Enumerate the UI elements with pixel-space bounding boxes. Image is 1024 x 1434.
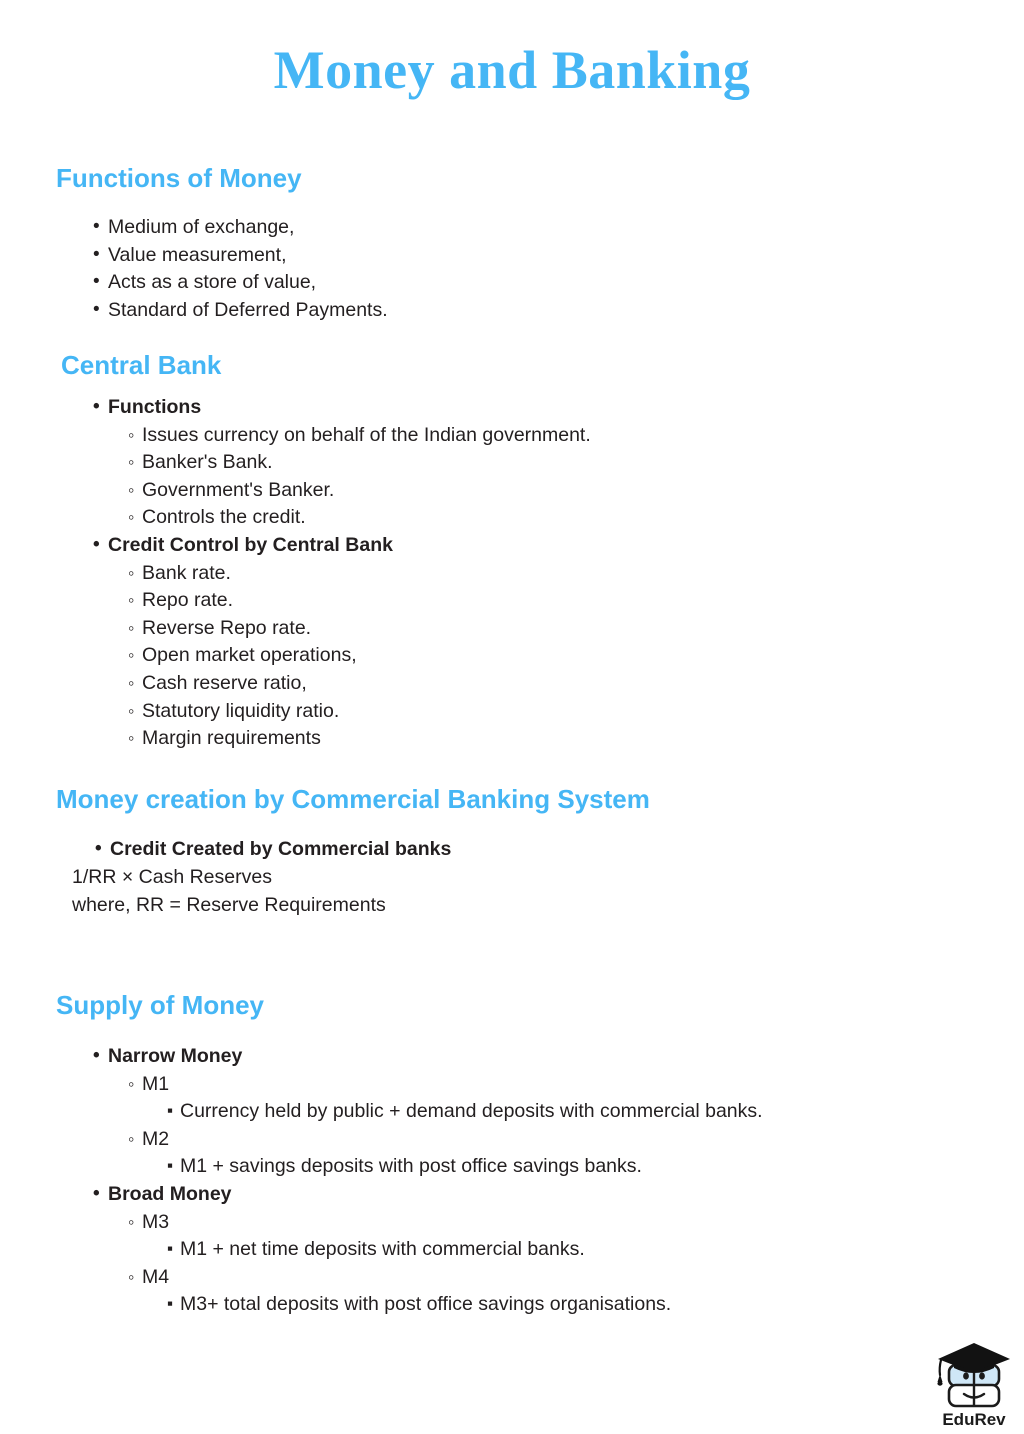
list-item-measure-name: ◦ M4 (128, 1264, 763, 1292)
list-item: ◦ Issues currency on behalf of the Indian government. (128, 422, 591, 450)
section-heading-functions-of-money: Functions of Money (56, 163, 302, 193)
list-item: ◦ Cash reserve ratio, (128, 670, 591, 698)
list-item: ◦ Reverse Repo rate. (128, 615, 591, 643)
section-heading-money-creation: Money creation by Commercial Banking System (56, 784, 650, 814)
list-item: ◦ Repo rate. (128, 587, 591, 615)
list-item-group-label: • Credit Created by Commercial banks (95, 836, 451, 864)
list-item: ◦ Government's Banker. (128, 477, 591, 505)
list-item-measure-name: ◦ M3 (128, 1209, 763, 1237)
list-item: • Acts as a store of value, (93, 269, 388, 297)
list-item: ◦ Statutory liquidity ratio. (128, 698, 591, 726)
list-item: • Standard of Deferred Payments. (93, 297, 388, 325)
list-item-measure-name: ◦ M1 (128, 1071, 763, 1099)
functions-of-money-list (93, 214, 388, 324)
section-heading-central-bank: Central Bank (61, 350, 222, 380)
section-heading-supply-of-money: Supply of Money (56, 990, 264, 1020)
supply-of-money-list (93, 1043, 763, 1319)
list-item-group-label: • Narrow Money (93, 1043, 763, 1071)
list-item: ◦ Margin requirements (128, 725, 591, 753)
credit-multiplier-formula: 1/RR × Cash Reserves (72, 866, 272, 888)
list-item-measure-detail: ▪ M1 + net time deposits with commercial banks. (167, 1236, 763, 1264)
list-item-group-label: • Broad Money (93, 1181, 763, 1209)
list-item: ◦ Bank rate. (128, 560, 591, 588)
list-item: • Medium of exchange, (93, 214, 388, 242)
list-item: ◦ Open market operations, (128, 642, 591, 670)
edurev-logo (928, 1337, 1020, 1429)
list-item-measure-detail: ▪ M3+ total deposits with post office savings organisations. (167, 1291, 763, 1319)
list-item-group-label: • Credit Control by Central Bank (93, 532, 591, 560)
list-item-measure-name: ◦ M2 (128, 1126, 763, 1154)
money-creation-list (95, 836, 451, 864)
central-bank-list (93, 394, 591, 753)
list-item-group-label: • Functions (93, 394, 591, 422)
money-creation-formula-block (72, 864, 386, 919)
list-item: • Value measurement, (93, 242, 388, 270)
list-item-measure-detail: ▪ M1 + savings deposits with post office savings banks. (167, 1153, 763, 1181)
credit-multiplier-formula-note: where, RR = Reserve Requirements (72, 893, 386, 916)
list-item-measure-detail: ▪ Currency held by public + demand deposits with commercial banks. (167, 1098, 763, 1126)
page-title: Money and Banking (273, 40, 751, 100)
edurev-wordmark: EduRev (942, 1410, 1006, 1429)
list-item: ◦ Banker's Bank. (128, 449, 591, 477)
list-item: ◦ Controls the credit. (128, 504, 591, 532)
